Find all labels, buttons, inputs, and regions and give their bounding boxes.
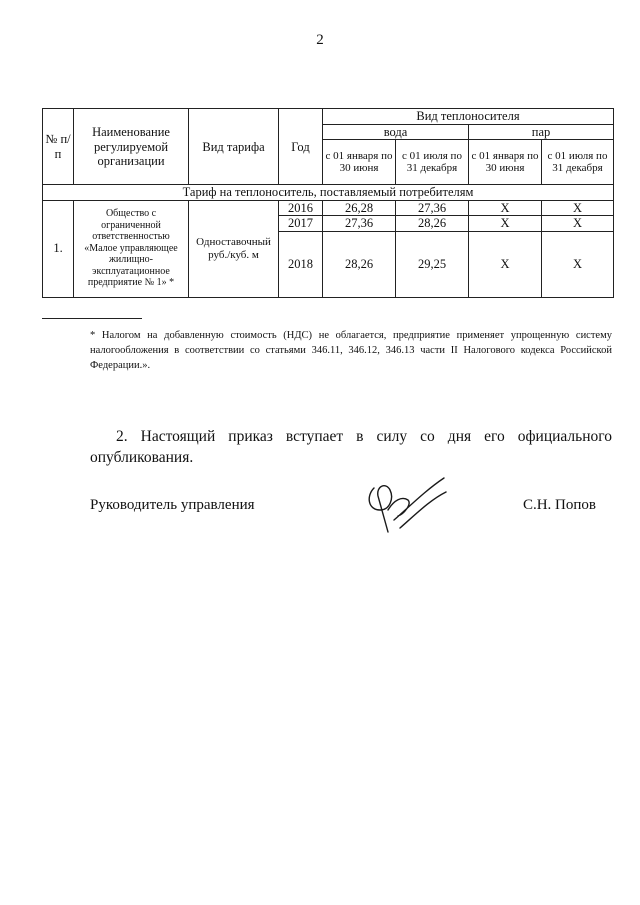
header-period-4: с 01 июля по 31 декабря [542,140,614,185]
header-steam: пар [469,125,614,140]
header-year: Год [279,109,323,185]
row-water-1: 28,26 [323,231,396,297]
row-steam-2: X [542,216,614,231]
row-water-1: 26,28 [323,200,396,215]
row-steam-1: X [469,200,542,215]
row-water-2: 28,26 [396,216,469,231]
footnote: * Налогом на добавленную стоимость (НДС) не облагается, предприятие применяет упрощенную систему налогообложения в соответствии со статьями 346.11, 346.12, 346.13 части II Налогового кодекса Российской Федерации.». [90,330,612,371]
header-water: вода [323,125,469,140]
row-steam-1: X [469,216,542,231]
signatory-name: С.Н. Попов [522,497,596,513]
table-row [43,200,614,215]
handwritten-signature [360,470,450,540]
row-org: Общество с ограниченной ответственностью «Малое управляющее жилищно-эксплуатационное предприятие № 1» * [74,200,189,297]
row-year: 2017 [279,216,323,231]
tariff-table [42,108,614,298]
header-period-2: с 01 июля по 31 декабря [396,140,469,185]
row-steam-1: X [469,231,542,297]
row-steam-2: X [542,200,614,215]
row-steam-2: X [542,231,614,297]
footnote-divider [42,318,142,319]
section-title: Тариф на теплоноситель, поставляемый потребителям [43,185,614,200]
header-carrier: Вид теплоносителя [323,109,614,125]
header-tariff-type: Вид тарифа [189,109,279,185]
header-org: Наименование регулируемой организации [74,109,189,185]
row-water-2: 29,25 [396,231,469,297]
row-tariff-type: Одноставочный руб./куб. м [189,200,279,297]
header-num: № п/п [43,109,74,185]
header-period-3: с 01 января по 30 июня [469,140,542,185]
row-year: 2016 [279,200,323,215]
row-year: 2018 [279,231,323,297]
signatory-title: Руководитель управления [90,497,255,513]
row-water-1: 27,36 [323,216,396,231]
clause-2: 2. Настоящий приказ вступает в силу со дня его официального опубликования. [90,428,612,466]
header-period-1: с 01 января по 30 июня [323,140,396,185]
page-number: 2 [316,32,324,48]
row-num: 1. [43,200,74,297]
row-water-2: 27,36 [396,200,469,215]
